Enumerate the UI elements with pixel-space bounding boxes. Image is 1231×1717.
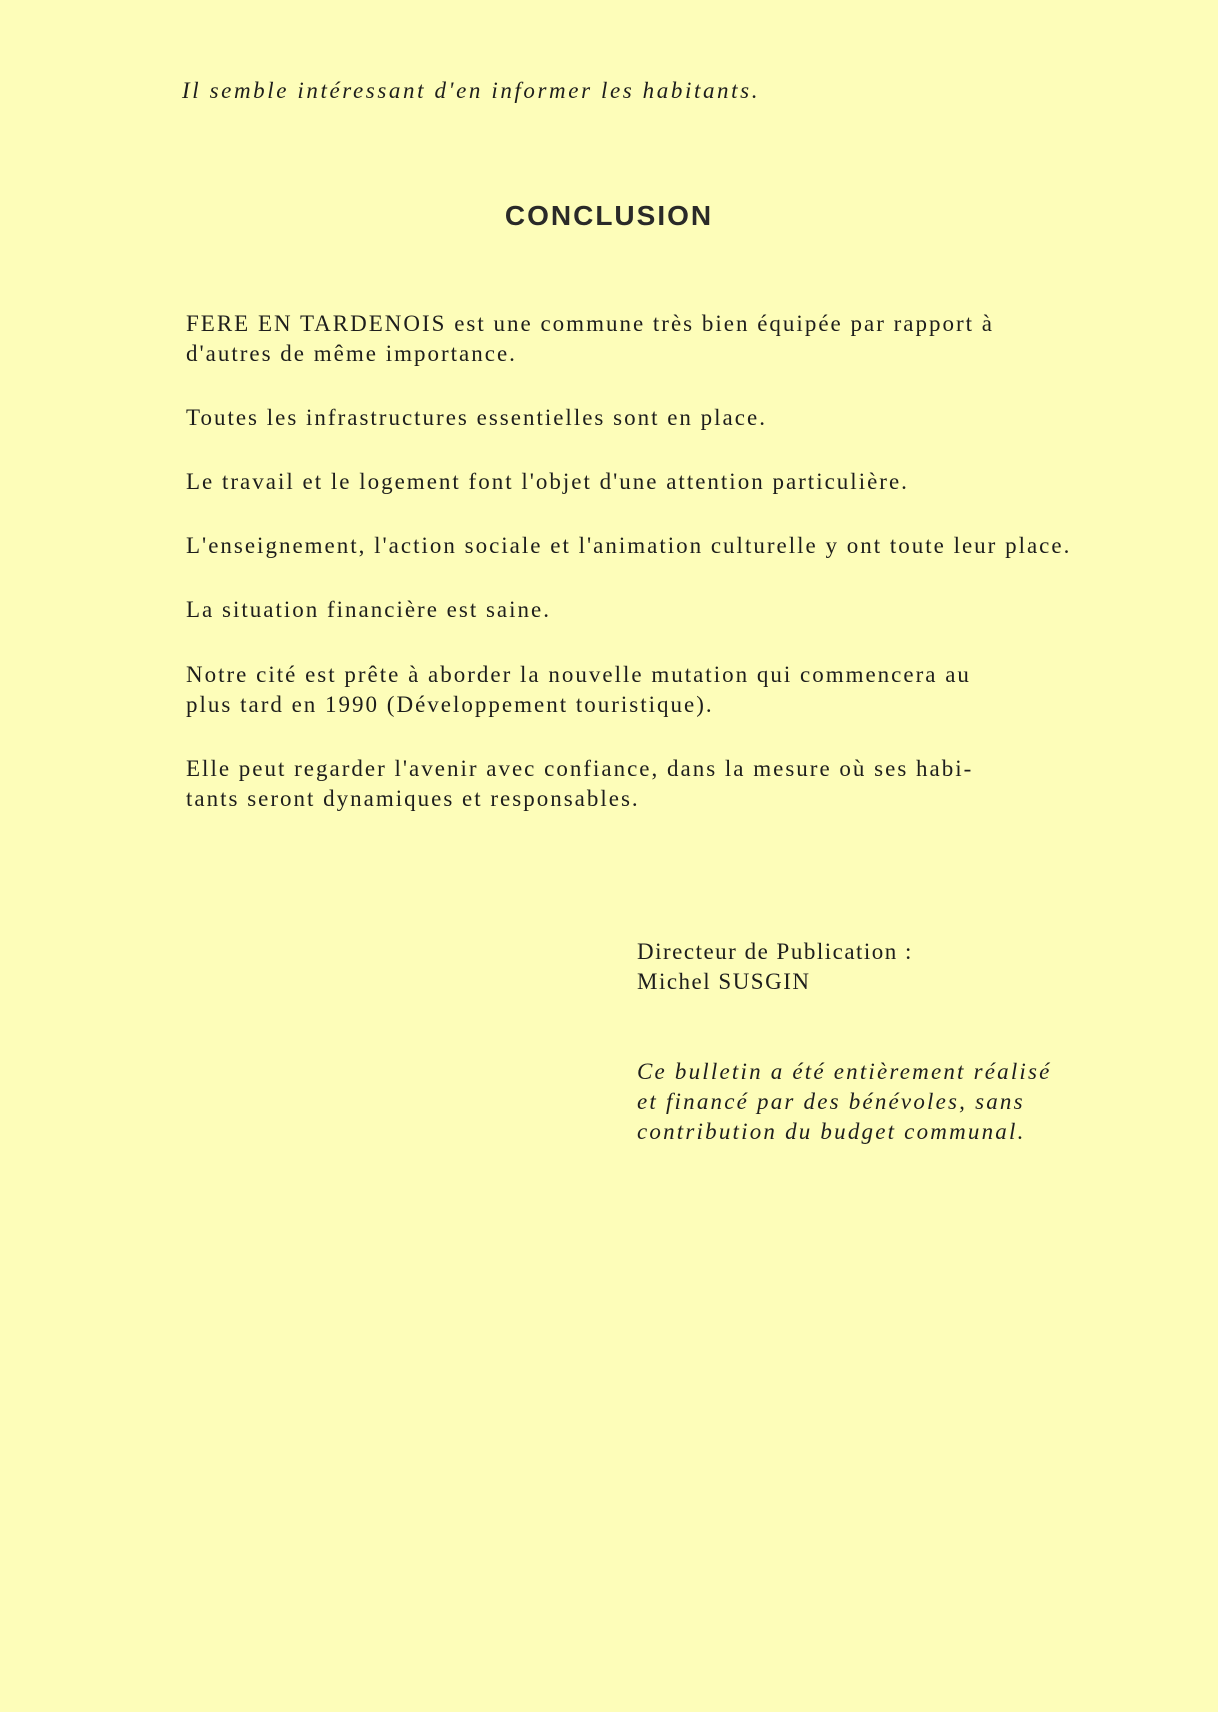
paragraph-future: [186, 754, 1126, 814]
intro-sentence: Il semble intéressant d'en informer les habitants.: [182, 78, 761, 103]
paragraph-line: d'autres de même importance.: [186, 341, 517, 366]
paragraph-line: FERE EN TARDENOIS est une commune très bien équipée par rapport à: [186, 311, 994, 336]
paragraph-equipment: [186, 309, 1126, 369]
funding-note: [637, 1057, 1052, 1147]
paragraph-line: Toutes les infrastructures essentielles sont en place.: [186, 405, 767, 430]
paragraph-infrastructure: [186, 403, 1126, 433]
publication-director: [637, 937, 913, 997]
page-title: CONCLUSION: [504, 200, 714, 231]
paragraph-finance: [186, 595, 1126, 625]
paragraph-line: L'enseignement, l'action sociale et l'animation culturelle y ont toute leur place.: [186, 533, 1072, 558]
signature-role: Directeur de Publication :: [637, 939, 913, 964]
note-line: et financé par des bénévoles, sans: [637, 1089, 1025, 1114]
paragraph-line: tants seront dynamiques et responsables.: [186, 786, 640, 811]
paragraph-mutation: [186, 660, 1126, 720]
paragraph-line: Le travail et le logement font l'objet d'une attention particulière.: [186, 469, 909, 494]
paragraph-line: Elle peut regarder l'avenir avec confiance, dans la mesure où ses habi-: [186, 756, 974, 781]
paragraph-education: [186, 531, 1126, 561]
paragraph-line: Notre cité est prête à aborder la nouvelle mutation qui commencera au: [186, 662, 971, 687]
paragraph-work-housing: [186, 467, 1126, 497]
note-line: contribution du budget communal.: [637, 1119, 1026, 1144]
note-line: Ce bulletin a été entièrement réalisé: [637, 1059, 1052, 1084]
paragraph-line: La situation financière est saine.: [186, 597, 551, 622]
paragraph-line: plus tard en 1990 (Développement touristique).: [186, 692, 714, 717]
signature-name: Michel SUSGIN: [637, 969, 811, 994]
